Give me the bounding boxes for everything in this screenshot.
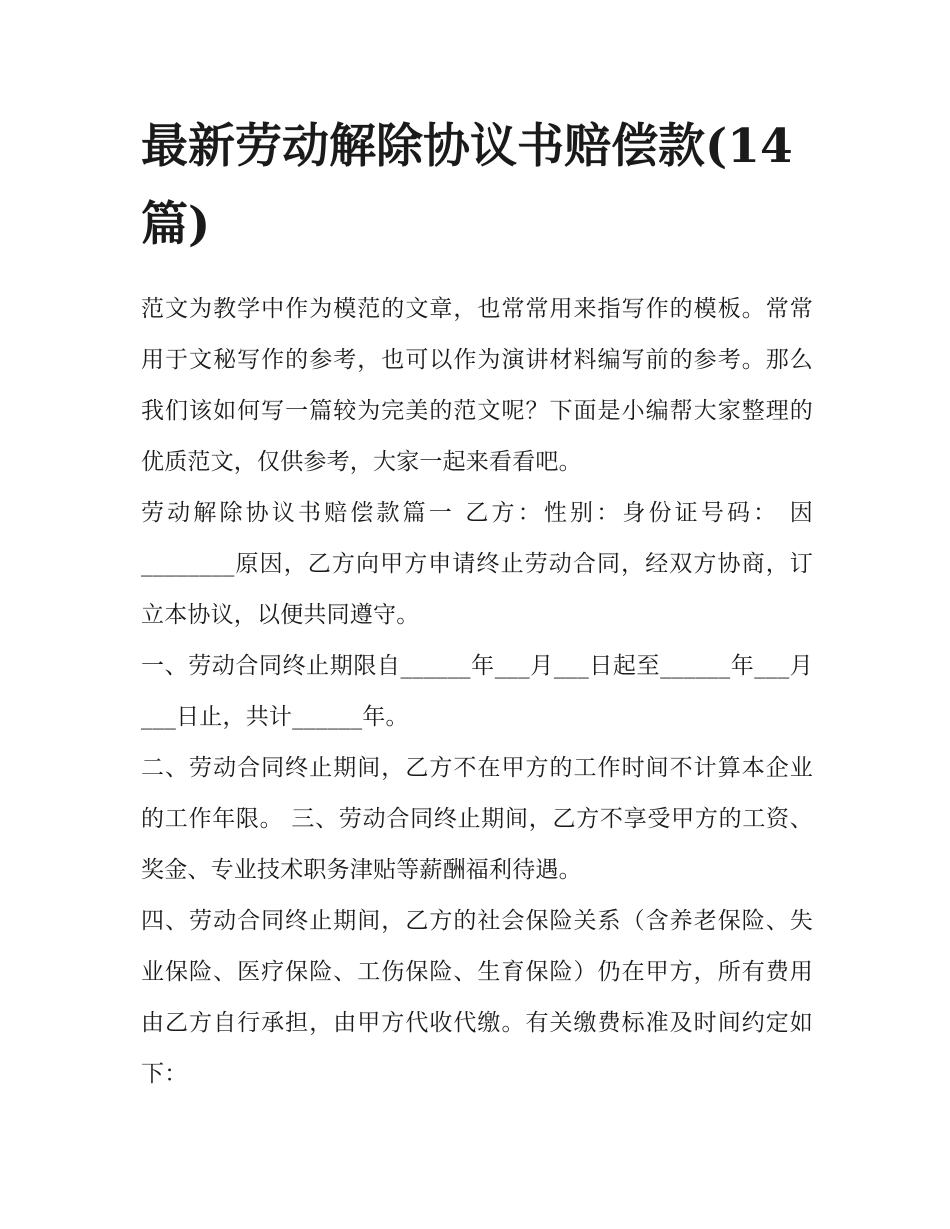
document-body — [141, 284, 813, 1100]
clause-four-paragraph: 四、劳动合同终止期间，乙方的社会保险关系（含养老保险、失业保险、医疗保险、工伤保险、生育保险）仍在甲方，所有费用由乙方自行承担，由甲方代收代缴。有关缴费标准及时间约定如下： — [141, 908, 813, 1087]
clause-two-three-paragraph: 二、劳动合同终止期间，乙方不在甲方的工作时间不计算本企业的工作年限。 三、劳动合同终止期间，乙方不享受甲方的工资、奖金、专业技术职务津贴等薪酬福利待遇。 — [141, 755, 813, 883]
document-page — [141, 108, 813, 1100]
document-title: 最新劳动解除协议书赔偿款(14篇) — [141, 119, 793, 252]
clause-one-paragraph: 一、劳动合同终止期限自______年___月___日起至______年___月___日止，共计______年。 — [141, 653, 813, 730]
agreement-preamble-paragraph: 劳动解除协议书赔偿款篇一 乙方：性别：身份证号码： 因________原因，乙方向甲方申请终止劳动合同，经双方协商，订立本协议，以便共同遵守。 — [141, 500, 813, 628]
intro-paragraph: 范文为教学中作为模范的文章，也常常用来指写作的模板。常常用于文秘写作的参考，也可以作为演讲材料编写前的参考。那么我们该如何写一篇较为完美的范文呢？下面是小编帮大家整理的优质范文，仅供参考，大家一起来看看吧。 — [141, 296, 813, 475]
